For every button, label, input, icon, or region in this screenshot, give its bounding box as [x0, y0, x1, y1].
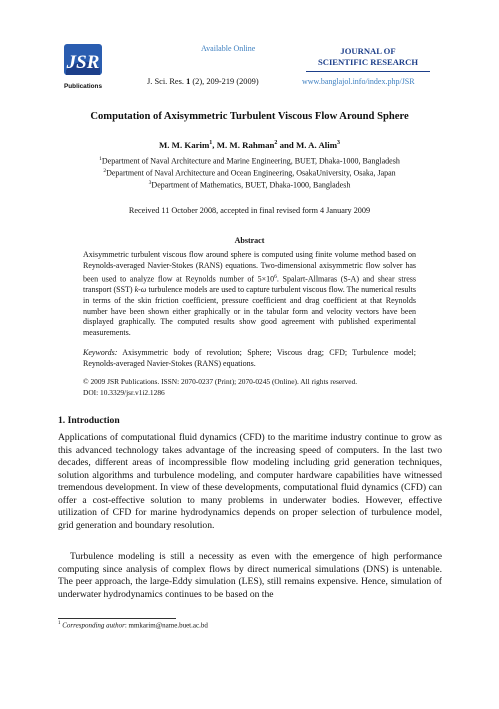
keywords [83, 348, 416, 370]
abstract-heading: Abstract [234, 236, 265, 245]
author-sup: 3 [337, 140, 341, 147]
affiliation [0, 168, 499, 178]
intro-paragraph: Turbulence modeling is still a necessity as even with the emergence of high performance computing since analysis of complex flows by direct numerical simulations (DNS) is untenable. The peer approach, the large-Eddy simulation (LES), still remains expensive. Hence, simulation of underwater hydrodynamics continues to be based on the [58, 551, 442, 600]
citation-suffix: (2), 209-219 (2009) [190, 77, 259, 86]
footnote-label: Corresponding author [62, 621, 125, 630]
author-separator: and [277, 140, 296, 150]
footnote-divider [58, 618, 176, 619]
section-heading-introduction: 1. Introduction [58, 415, 120, 426]
available-online-link[interactable]: Available Online [201, 44, 256, 53]
abstract-part: Axisymmetric turbulent viscous flow around sphere is computed using finite volume method based on Reynolds-averaged Navier-Stokes (RANS) equations. Two-dimensional axisymmetric flow solver has been used to analyze flow at Reynolds number of 5×10 [83, 250, 416, 284]
doi-text: DOI: 10.3329/jsr.v1i2.1286 [83, 387, 165, 397]
journal-line-2: SCIENTIFIC RESEARCH [317, 56, 419, 67]
affiliation-sup: 2 [103, 168, 107, 174]
received-date: Received 11 October 2008, accepted in final revised form 4 January 2009 [128, 206, 371, 215]
copyright-text: © 2009 JSR Publications. ISSN: 2070-0237 (Print); 2070-0245 (Online). All rights reserved. [83, 377, 358, 386]
paper-title: Computation of Axisymmetric Turbulent Viscous Flow Around Sphere [90, 111, 409, 122]
jsr-logo [64, 44, 102, 86]
citation-volume: 1 [186, 77, 191, 86]
logo-subtext: Publications [64, 83, 102, 90]
citation-prefix: J. Sci. Res. [147, 77, 187, 86]
footnote-text: : mmkarim@name.buet.ac.bd [124, 621, 208, 630]
affiliation-text: Department of Naval Architecture and Marine Engineering, BUET, Dhaka-1000, Bangladesh [101, 156, 400, 166]
journal-line-1: JOURNAL OF [340, 46, 396, 56]
intro-paragraph: Applications of computational fluid dynamics (CFD) to the maritime industry continue to grow as this advanced technology takes advantage of the increasing speed of computers. In the last two decades, different areas of incompressible flow modeling including grid generation techniques, solution algorithms and turbulence modeling, and computer hardware capabilities have witnessed tremendous development. In view of these developments, computational fluid dynamics (CFD) can offer a cost-effective solution to many problems in underwater bodies. However, effective utilization of CFD for marine hydrodynamics depends on proper selection of turbulence model, grid generation and boundary resolution. [58, 432, 442, 531]
journal-divider [306, 71, 430, 72]
footnote [58, 621, 208, 629]
author-name: M. M. Karim [158, 140, 210, 150]
affiliation-sup: 3 [148, 180, 152, 186]
abstract-exponent: 6 [274, 273, 277, 280]
affiliation [0, 156, 499, 166]
abstract-part: . Spalart-Allmaras (S-A) and shear stress transport (SST) [83, 274, 417, 295]
author-sup: 1 [209, 140, 213, 147]
abstract-text [83, 250, 416, 339]
author-list [0, 140, 499, 150]
abstract-part: turbulence models are used to capture turbulent viscous flow. The numerical results in terms of the skin friction coefficient, pressure coefficient and drag coefficient at that Reynolds number have been shown either graphically or in the tabular form and velocity vectors have been displayed graphically. The computed results show good agreement with published experimental measurements. [83, 285, 416, 338]
journal-url-link[interactable]: www.banglajol.info/index.php/JSR [302, 77, 415, 86]
author-name: M. A. Alim [295, 140, 338, 150]
citation [147, 77, 259, 86]
affiliation-text: Department of Naval Architecture and Ocean Engineering, OsakaUniversity, Osaka, Japan [106, 168, 396, 178]
affiliation-text: Department of Mathematics, BUET, Dhaka-1000, Bangladesh [151, 180, 351, 190]
abstract-komega: k-ω [134, 285, 147, 295]
author-name: M. M. Rahman [216, 140, 275, 150]
copyright-block [83, 377, 416, 398]
author-separator: , [212, 140, 217, 150]
journal-name [306, 46, 430, 67]
affiliation [0, 180, 499, 190]
keywords-label: Keywords: [83, 348, 118, 357]
author-sup: 2 [274, 140, 278, 147]
affiliation-sup: 1 [99, 156, 102, 162]
logo-text: JSR [66, 52, 100, 73]
footnote-sup: 1 [58, 621, 61, 626]
keywords-text: Axisymmetric body of revolution; Sphere; Viscous drag; CFD; Turbulence model; Reynolds-averaged Navier-Stokes (RANS) equations. [83, 348, 416, 368]
